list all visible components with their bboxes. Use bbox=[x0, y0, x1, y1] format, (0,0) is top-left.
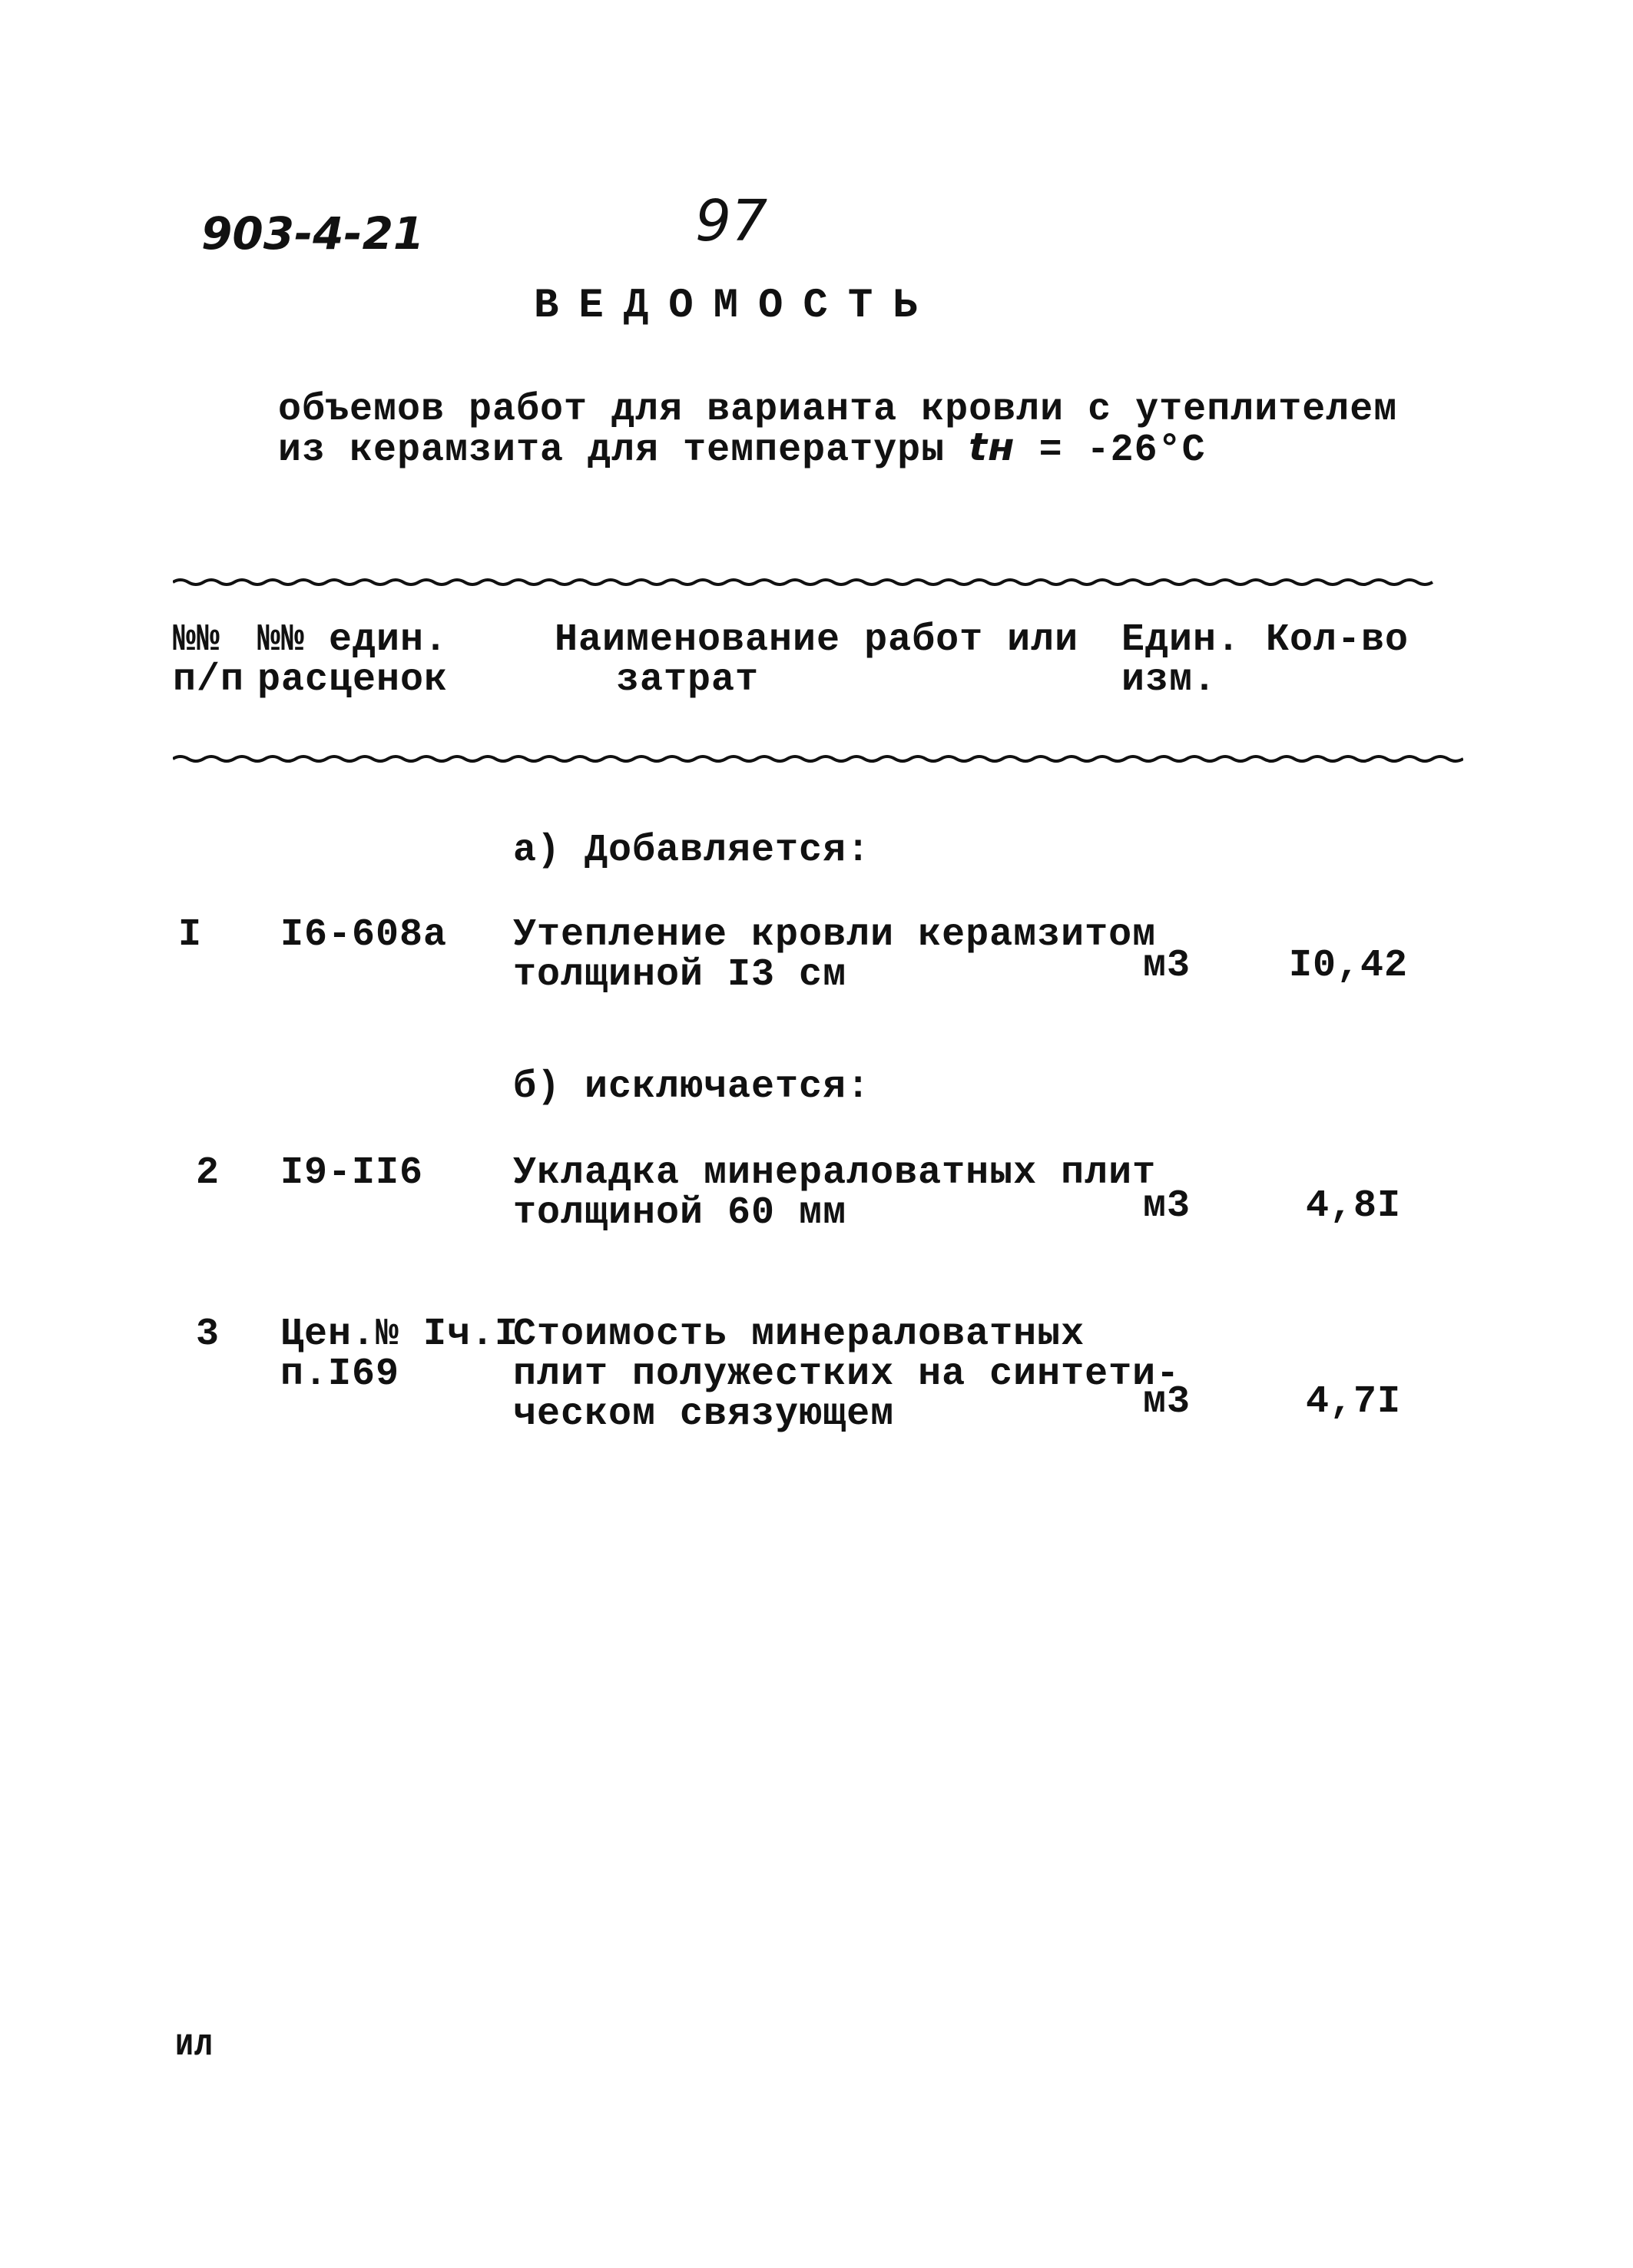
row-3-num: 3 bbox=[196, 1313, 220, 1356]
row-3-name: Стоимость минераловатных плит полужестких на синтети- ческом связующем bbox=[513, 1313, 1181, 1436]
section-label-excluded: б) исключается: bbox=[513, 1065, 871, 1109]
row-2-num: 2 bbox=[196, 1151, 220, 1195]
header-num: №№ п/п bbox=[173, 618, 245, 702]
row-1-qty: I0,42 bbox=[1289, 944, 1409, 988]
subtitle-prefix: из керамзита для температуры bbox=[278, 429, 946, 472]
row-3-qty: 4,7I bbox=[1306, 1380, 1402, 1424]
row-1-code: I6-608а bbox=[280, 913, 448, 957]
row-1-name: Утепление кровли керамзитом толщиной I3 см bbox=[513, 913, 1157, 997]
row-1-num: I bbox=[178, 913, 203, 957]
temperature-symbol: tн bbox=[969, 425, 1015, 469]
row-2-name: Укладка минераловатных плит толщиной 60 мм bbox=[513, 1151, 1157, 1235]
row-1-unit: м3 bbox=[1143, 944, 1191, 988]
row-2-code: I9-II6 bbox=[280, 1151, 424, 1195]
footer-initials: ИЛ bbox=[175, 2030, 214, 2064]
section-label-added: а) Добавляется: bbox=[513, 829, 871, 872]
row-3-unit: м3 bbox=[1143, 1380, 1191, 1424]
document-title: ВЕДОМОСТЬ bbox=[534, 283, 938, 329]
subtitle-line-1: объемов работ для варианта кровли с утеплителем bbox=[278, 388, 1398, 432]
temperature-value: = -26°С bbox=[1038, 429, 1206, 472]
table-header-rule bbox=[173, 751, 1463, 766]
header-code: №№ един. расценок bbox=[257, 618, 449, 702]
page-number: 97 bbox=[695, 188, 768, 254]
row-2-qty: 4,8I bbox=[1306, 1184, 1402, 1228]
subtitle-line-2 bbox=[278, 427, 1206, 471]
row-3-code: Цен.№ Iч.I п.I69 bbox=[280, 1313, 519, 1396]
doc-code: 903-4-21 bbox=[201, 207, 425, 260]
table-top-rule bbox=[173, 574, 1440, 590]
header-name: Наименование работ или затрат bbox=[555, 618, 1079, 702]
row-2-unit: м3 bbox=[1143, 1184, 1191, 1228]
header-unit: Един. изм. bbox=[1121, 618, 1241, 702]
header-qty: Кол-во bbox=[1266, 618, 1409, 662]
